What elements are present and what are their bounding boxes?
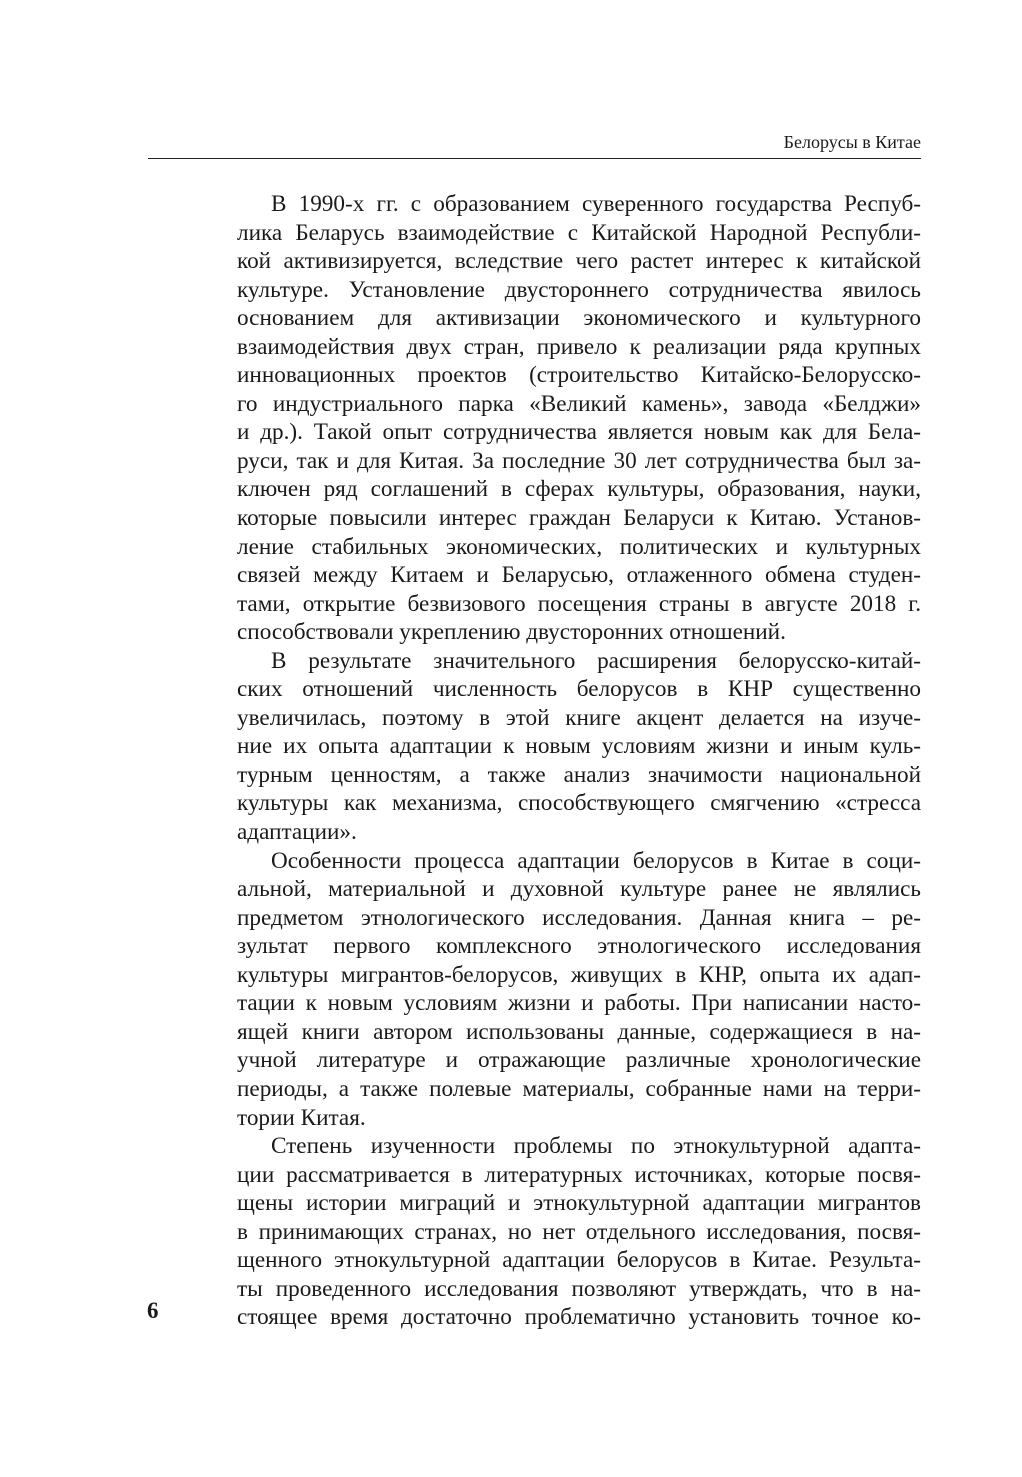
text-line: инновационных проектов (строительство Китайско-Белорусско-: [237, 362, 921, 389]
running-header-title: Белорусы в Китае: [783, 132, 921, 152]
body-text: [237, 190, 921, 1332]
paragraph-2: [237, 647, 921, 847]
text-line: турным ценностям, а также анализ значимости национальной: [237, 761, 921, 788]
text-line: стоящее время достаточно проблематично установить точное ко-: [237, 1304, 921, 1331]
text-line: периоды, а также полевые материалы, собранные нами на терри-: [237, 1075, 921, 1102]
text-line: учной литературе и отражающие различные хронологические: [237, 1047, 921, 1074]
text-line: культуры как механизма, способствующего смягчению «стресса: [237, 790, 921, 817]
text-line: ции рассматривается в литературных источниках, которые посвя-: [237, 1161, 921, 1188]
text-line: культуры мигрантов-белорусов, живущих в КНР, опыта их адап-: [237, 961, 921, 988]
text-line: щены истории миграций и этнокультурной адаптации мигрантов: [237, 1190, 921, 1217]
text-line: лика Беларусь взаимодействие с Китайской Народной Республи-: [237, 219, 921, 246]
paragraph-3: [237, 847, 921, 1132]
text-line: ских отношений численность белорусов в КНР существенно: [237, 676, 921, 703]
text-line: щенного этнокультурной адаптации белорусов в Китае. Результа-: [237, 1247, 921, 1274]
text-line: ты проведенного исследования позволяют утверждать, что в на-: [237, 1275, 921, 1302]
text-line: и др.). Такой опыт сотрудничества является новым как для Бела-: [237, 419, 921, 446]
text-line: го индустриального парка «Великий камень», завода «Белджи»: [237, 390, 921, 417]
text-line: В 1990-х гг. с образованием суверенного государства Респуб-: [271, 191, 921, 217]
page-number: 6: [147, 1298, 159, 1323]
text-line: предметом этнологического исследования. Данная книга – ре-: [237, 904, 921, 931]
text-line: зультат первого комплексного этнологического исследования: [237, 933, 921, 960]
text-line: основанием для активизации экономического и культурного: [237, 305, 921, 332]
text-line: руси, так и для Китая. За последние 30 лет сотрудничества был за-: [237, 447, 921, 474]
text-line: увеличилась, поэтому в этой книге акцент делается на изуче-: [237, 704, 921, 731]
text-line: ключен ряд соглашений в сферах культуры, образования, науки,: [237, 476, 921, 503]
text-line: в принимающих странах, но нет отдельного исследования, посвя-: [237, 1218, 921, 1245]
text-line: которые повысили интерес граждан Беларуси к Китаю. Установ-: [237, 505, 921, 532]
paragraph-1: [237, 190, 921, 647]
text-line: культуре. Установление двустороннего сотрудничества явилось: [237, 276, 921, 303]
text-line: Степень изученности проблемы по этнокультурной адапта-: [271, 1133, 921, 1160]
text-line: альной, материальной и духовной культуре ранее не являлись: [237, 876, 921, 903]
text-line: тории Китая.: [237, 1104, 366, 1131]
text-line: ящей книги автором использованы данные, содержащиеся в на-: [237, 1018, 921, 1045]
running-header: [148, 130, 921, 159]
text-line: В результате значительного расширения белорусско-китай-: [271, 647, 921, 674]
text-line: взаимодействия двух стран, привело к реализации ряда крупных: [237, 333, 921, 360]
paragraph-4: [237, 1132, 921, 1332]
text-line: ние их опыта адаптации к новым условиям жизни и иным куль-: [237, 733, 921, 760]
text-line: тами, открытие безвизового посещения страны в августе 2018 г.: [237, 590, 921, 617]
text-line: ление стабильных экономических, политических и культурных: [237, 533, 921, 560]
text-line: адаптации».: [237, 819, 357, 846]
text-line: Особенности процесса адаптации белорусов в Китае в соци-: [271, 847, 921, 874]
text-line: кой активизируется, вследствие чего растет интерес к китайской: [237, 248, 921, 275]
text-line: способствовали укреплению двусторонних отношений.: [237, 619, 786, 646]
text-line: связей между Китаем и Беларусью, отлаженного обмена студен-: [237, 562, 921, 589]
text-line: тации к новым условиям жизни и работы. При написании насто-: [237, 990, 921, 1017]
